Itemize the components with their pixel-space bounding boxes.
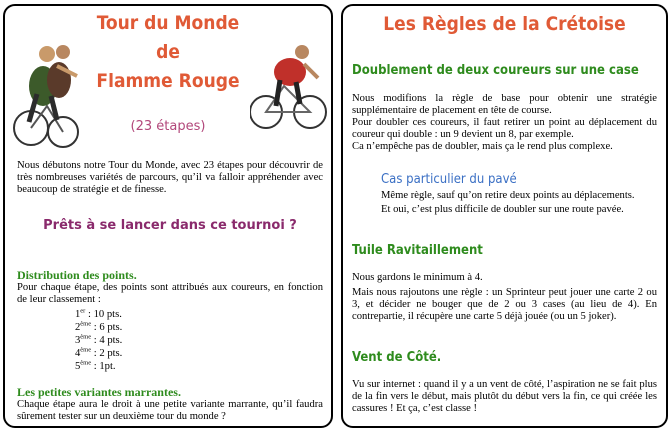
title-line-1: Tour du Monde <box>96 12 240 34</box>
title-line-2: de <box>156 41 180 63</box>
cyclists-illustration-left <box>11 36 85 148</box>
points-row: 1er : 10 pts. <box>75 307 122 320</box>
points-heading: Distribution des points. <box>17 268 137 282</box>
points-row: 3ème : 4 pts. <box>75 333 123 346</box>
supply-text-1: Nous gardons le minimum à 4. <box>352 272 483 283</box>
subtitle: (23 étapes) <box>130 119 206 134</box>
title-line-3: Flamme Rouge <box>96 70 240 92</box>
doubling-text-2: Pour doubler ces coureurs, il faut retirer un point au déplacement du coureur qui double : un 9 devient un 8, par exemple. <box>352 117 657 141</box>
variants-heading: Les petites variantes marrantes. <box>17 385 181 399</box>
points-row: 4ème : 2 pts. <box>75 346 123 359</box>
left-panel <box>3 4 333 428</box>
crosswind-text: Vu sur internet : quand il y a un vent de côté, l’aspiration ne se fait plus de la fin vers le début, mais plutôt du début vers la fin, ce qui créée les cassures ! Et ça, c’est classe ! <box>352 379 657 415</box>
doubling-heading: Doublement de deux coureurs sur une case <box>352 63 639 78</box>
cyclist-illustration-right <box>250 34 328 134</box>
points-row: 2ème : 6 pts. <box>75 320 123 333</box>
cobbles-heading: Cas particulier du pavé <box>381 172 517 187</box>
rules-title: Les Règles de la Crétoise <box>383 13 626 35</box>
supply-text-2: Mais nous rajoutons une règle : un Sprinteur peut jouer une carte 2 ou 3, et décider ne bouger que de 2 ou 3 cases (au lieu de 4). En contrepartie, il récupère une carte 5 déjà jouée (ou un 5 joker). <box>352 287 657 323</box>
right-panel <box>341 4 668 428</box>
doubling-text-3: Ca n’empêche pas de doubler, mais ça le rend plus complexe. <box>352 141 613 152</box>
points-list <box>75 308 122 373</box>
question-heading: Prêts à se lancer dans ce tournoi ? <box>43 218 297 233</box>
points-description: Pour chaque étape, des points sont attribués aux coureurs, en fonction de leur classement : <box>17 282 323 306</box>
doubling-text-1: Nous modifions la règle de base pour obtenir une stratégie supplémentaire de placement en tête de course. <box>352 93 657 117</box>
supply-heading: Tuile Ravitaillement <box>352 243 483 258</box>
crosswind-heading: Vent de Côté. <box>352 350 442 365</box>
intro-paragraph: Nous débutons notre Tour du Monde, avec 23 étapes pour découvrir de très nombreuses variétés de parcours, qu’il va falloir appréhender avec beaucoup de stratégie et de finesse. <box>17 160 323 196</box>
points-row: 5ème : 1pt. <box>75 359 116 372</box>
cobbles-text-2: Et oui, c’est plus difficile de doubler sur une route pavée. <box>381 204 624 215</box>
cobbles-text-1: Même règle, sauf qu’on retire deux points au déplacements. <box>381 190 635 201</box>
variants-paragraph: Chaque étape aura le droit à une petite variante marrante, qu’il faudra sûrement tester sur un deuxième tour du monde ? <box>17 399 323 423</box>
